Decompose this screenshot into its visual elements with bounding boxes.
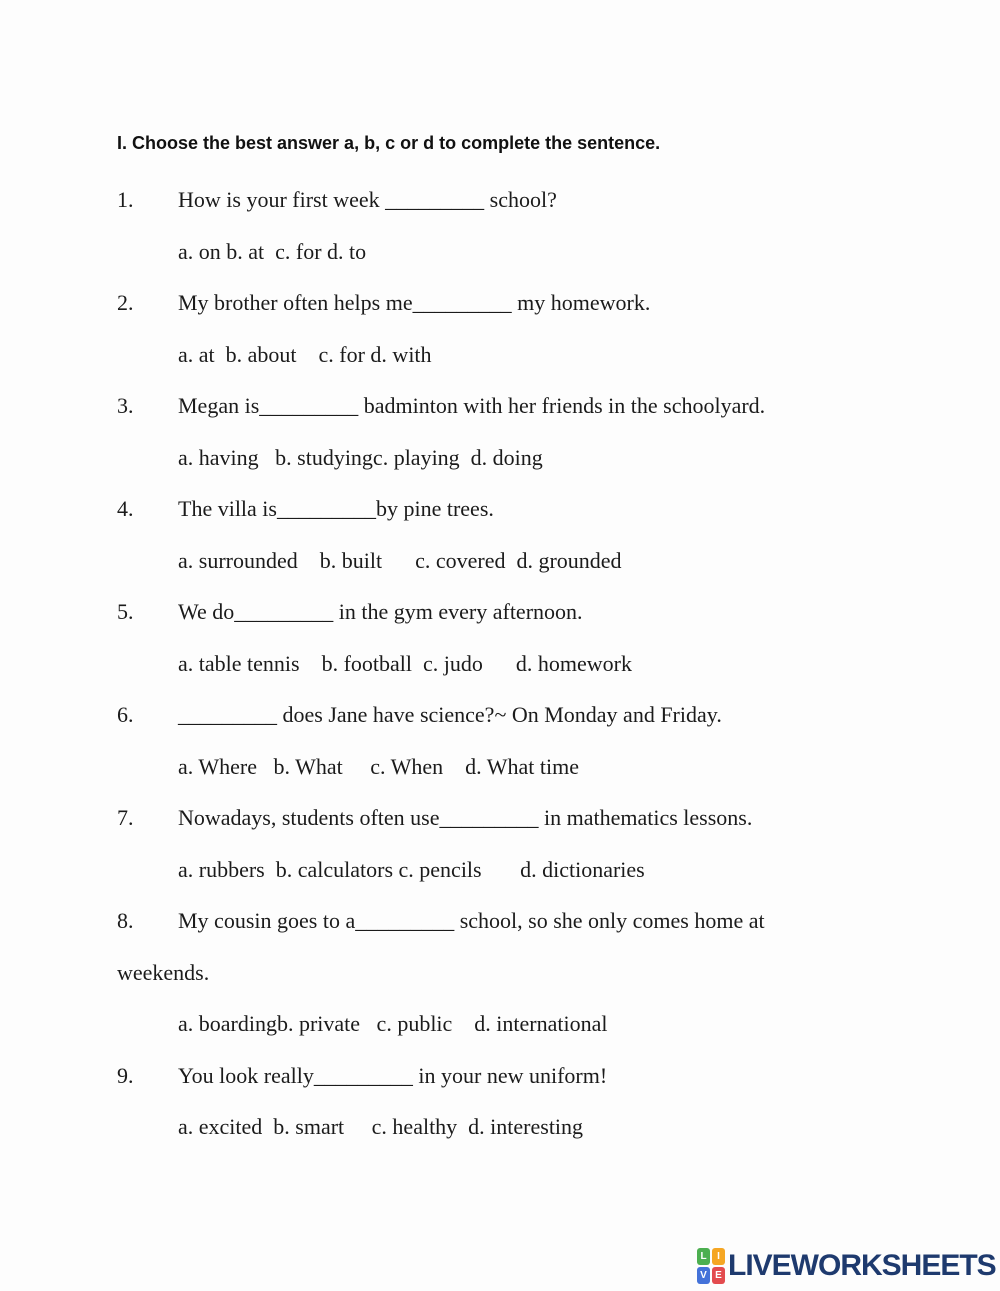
footer-brand bbox=[697, 1248, 996, 1284]
logo-tile-i: I bbox=[712, 1248, 725, 1265]
logo-tile-v: V bbox=[697, 1267, 710, 1284]
question-number: 8. bbox=[117, 908, 134, 933]
question-number: 7. bbox=[117, 805, 134, 830]
question-item-5 bbox=[117, 591, 900, 685]
question-item-2 bbox=[117, 282, 900, 376]
logo-tile-l: L bbox=[697, 1248, 710, 1265]
options-line[interactable]: a. on b. at c. for d. to bbox=[178, 238, 367, 264]
options-line[interactable]: a. excited b. smart c. healthy d. interesting bbox=[178, 1114, 584, 1139]
question-text: My cousin goes to a_________ school, so she only comes home at bbox=[178, 908, 765, 933]
liveworksheets-logo-icon bbox=[697, 1248, 725, 1284]
question-item-7 bbox=[117, 797, 900, 891]
question-text: We do_________ in the gym every afternoon. bbox=[178, 599, 583, 624]
question-text-continued: weekends. bbox=[117, 959, 210, 985]
options-line[interactable]: a. boardingb. private c. public d. international bbox=[178, 1011, 608, 1036]
question-item-8 bbox=[117, 900, 900, 1045]
section-heading: I. Choose the best answer a, b, c or d to complete the sentence. bbox=[117, 133, 661, 153]
question-text: Nowadays, students often use_________ in mathematics lessons. bbox=[178, 805, 753, 830]
question-item-6 bbox=[117, 694, 900, 788]
question-text: The villa is_________by pine trees. bbox=[178, 496, 494, 521]
options-line[interactable]: a. at b. about c. for d. with bbox=[178, 341, 432, 367]
question-text: You look really_________ in your new uniform! bbox=[178, 1062, 608, 1088]
question-text: Megan is_________ badminton with her friends in the schoolyard. bbox=[178, 393, 766, 418]
question-number: 9. bbox=[117, 1062, 134, 1088]
question-text: How is your first week _________ school? bbox=[178, 187, 557, 212]
question-number: 4. bbox=[117, 496, 134, 521]
question-number: 2. bbox=[117, 290, 134, 315]
question-item-9 bbox=[117, 1055, 900, 1149]
options-line[interactable]: a. rubbers b. calculators c. pencils d. dictionaries bbox=[178, 856, 645, 882]
question-number: 6. bbox=[117, 702, 134, 727]
options-line[interactable]: a. having b. studyingc. playing d. doing bbox=[178, 444, 543, 470]
question-number: 3. bbox=[117, 393, 134, 418]
question-text: _________ does Jane have science?~ On Monday and Friday. bbox=[178, 702, 722, 727]
options-line[interactable]: a. Where b. What c. When d. What time bbox=[178, 753, 579, 779]
question-item-1 bbox=[117, 179, 900, 273]
question-item-3 bbox=[117, 385, 900, 479]
question-number: 1. bbox=[117, 187, 134, 212]
options-line[interactable]: a. surrounded b. built c. covered d. grounded bbox=[178, 547, 622, 573]
options-line[interactable]: a. table tennis b. football c. judo d. homework bbox=[178, 650, 632, 676]
logo-tile-e: E bbox=[712, 1267, 725, 1284]
question-item-4 bbox=[117, 488, 900, 582]
question-text: My brother often helps me_________ my homework. bbox=[178, 290, 651, 315]
liveworksheets-wordmark: LIVEWORKSHEETS bbox=[728, 1249, 996, 1282]
question-number: 5. bbox=[117, 599, 134, 624]
